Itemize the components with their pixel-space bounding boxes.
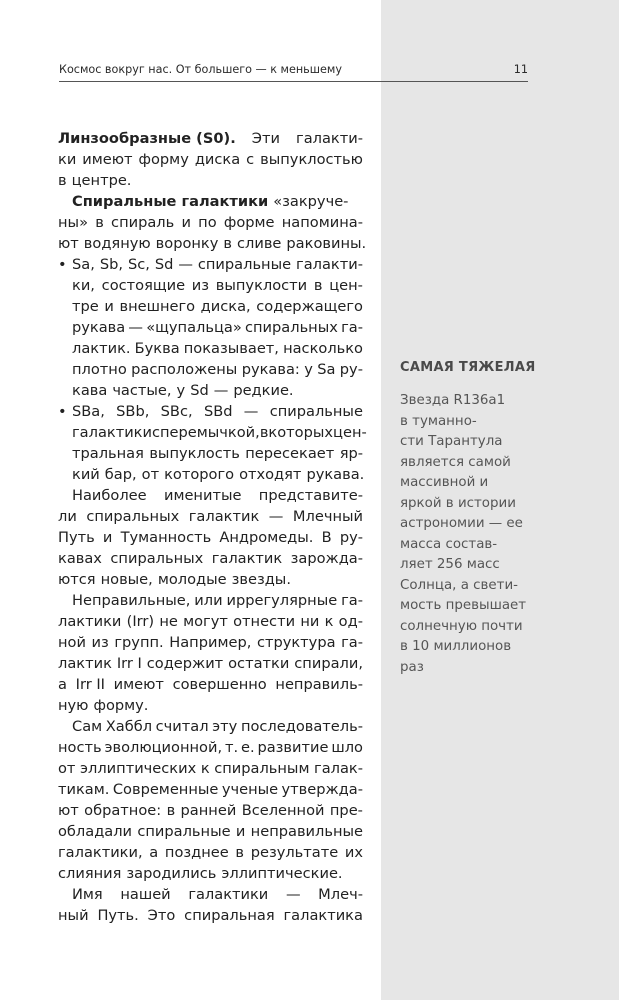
- sidebar-line: сти Тарантула: [400, 434, 503, 449]
- word: их: [344, 844, 363, 861]
- word: эту: [212, 718, 238, 735]
- word: структура: [256, 634, 336, 651]
- sidebar-heading: САМАЯ ТЯЖЕЛАЯ: [400, 360, 536, 375]
- text-line: [58, 170, 363, 191]
- word: ной: [58, 634, 86, 651]
- word: спиральная: [184, 907, 275, 924]
- word: е.: [240, 739, 255, 756]
- sidebar-line: ляет 256 масс: [400, 557, 500, 572]
- word: раковины.: [286, 235, 367, 252]
- word: содержащего: [256, 298, 363, 315]
- word: и: [104, 298, 114, 315]
- word: и: [181, 214, 191, 231]
- word: зародились: [126, 865, 217, 882]
- text-line: [58, 611, 363, 632]
- word: в: [166, 802, 176, 819]
- sidebar-line: мость превышает: [400, 598, 527, 613]
- word: спиральных: [110, 550, 204, 567]
- word: отходят: [239, 466, 302, 483]
- word: кава: [72, 382, 108, 399]
- word: с: [151, 424, 161, 441]
- word: неправильные: [250, 823, 363, 840]
- word: Sd: [154, 256, 174, 273]
- word: водяную: [83, 235, 151, 252]
- sidebar-line: является самой: [400, 454, 511, 470]
- running-head-title: Космос вокруг нас. От большего — к меньшему: [59, 63, 342, 76]
- text-line: [58, 884, 363, 905]
- word: кавах: [58, 550, 102, 567]
- word: Млечный: [292, 508, 363, 525]
- word: галактика: [283, 907, 363, 924]
- word: звезды.: [231, 571, 291, 588]
- text-line: [58, 632, 363, 653]
- word: содержит: [146, 655, 224, 672]
- word: —: [213, 382, 229, 399]
- word: обладали: [58, 823, 133, 840]
- word: (Irr): [126, 613, 155, 630]
- word: рукава.: [306, 466, 365, 483]
- word: и: [235, 823, 246, 840]
- word: от: [141, 466, 160, 483]
- word: ны»: [58, 214, 88, 231]
- word: или: [194, 592, 223, 609]
- word: галактик: [211, 550, 283, 567]
- word: спиральных: [244, 319, 338, 336]
- text-line: [58, 695, 363, 716]
- word: —: [178, 256, 193, 273]
- word: ный: [58, 907, 89, 924]
- word: шло: [331, 739, 363, 756]
- word: имеют: [82, 151, 133, 168]
- word: спиральным: [214, 760, 310, 777]
- word: В: [321, 529, 332, 546]
- word: —: [268, 508, 284, 525]
- word: иррегулярные: [226, 592, 338, 609]
- word: частые,: [112, 382, 172, 399]
- word: эволюционной,: [104, 739, 223, 756]
- text-line: [58, 443, 363, 464]
- word: к: [200, 760, 210, 777]
- word: отнести: [233, 613, 296, 630]
- text-line: [58, 422, 367, 443]
- word: ются: [58, 571, 96, 588]
- word: SBc,: [160, 403, 193, 420]
- word: выпуклостью: [260, 151, 363, 168]
- word: совершенно: [172, 676, 267, 693]
- word: Имя: [72, 886, 103, 903]
- word: лактик: [58, 655, 112, 672]
- bold-term: Линзообразные (S0).: [58, 130, 236, 147]
- word: Сам: [72, 718, 103, 735]
- word: развитие: [257, 739, 329, 756]
- word: цен-: [333, 424, 367, 441]
- text-line: [58, 821, 363, 842]
- word: Наиболее: [72, 487, 147, 504]
- word: тральная: [72, 445, 144, 462]
- text-line: [58, 506, 363, 527]
- sidebar-line: масса состав-: [400, 536, 498, 552]
- word: рукава:: [241, 361, 300, 378]
- text-line: [58, 359, 363, 380]
- word: от: [58, 760, 76, 777]
- text-line: [58, 905, 363, 926]
- word: центре.: [71, 172, 132, 189]
- word: —: [285, 886, 301, 903]
- word: спиральных: [86, 508, 180, 525]
- word: эллиптических: [80, 760, 197, 777]
- word: SBa,: [72, 403, 105, 420]
- word: выпуклости: [215, 277, 308, 294]
- word: позднее: [164, 844, 229, 861]
- word: из: [191, 277, 210, 294]
- word: в: [223, 235, 232, 252]
- running-head: [59, 63, 528, 82]
- word: Irr I: [116, 655, 142, 672]
- word: яр-: [339, 445, 363, 462]
- bullet-marker: •: [58, 403, 67, 420]
- word: считал: [155, 718, 209, 735]
- word: ранней: [180, 802, 237, 819]
- word: в: [313, 277, 323, 294]
- word: спираль: [111, 214, 175, 231]
- text-line: [58, 464, 363, 485]
- word: SBb,: [116, 403, 150, 420]
- word: расположены: [131, 361, 238, 378]
- word: галактики: [188, 886, 269, 903]
- word: форме: [223, 214, 275, 231]
- word: новые,: [100, 571, 153, 588]
- word: перемычкой,: [160, 424, 260, 441]
- word: SBd: [203, 403, 233, 420]
- word: обратное:: [84, 802, 162, 819]
- text-line: [58, 212, 363, 233]
- main-text-column: [58, 128, 367, 926]
- word: Неправильные,: [72, 592, 191, 609]
- word: эллиптические.: [221, 865, 343, 882]
- text-line: [58, 569, 363, 590]
- word: галак-: [314, 760, 363, 777]
- word: не: [159, 613, 178, 630]
- text-line: [58, 737, 363, 758]
- sidebar-note: [400, 360, 600, 678]
- word: ру-: [339, 361, 363, 378]
- word: ни: [300, 613, 320, 630]
- word: слияния: [58, 865, 122, 882]
- word: бар,: [104, 466, 137, 483]
- word: Sa: [317, 361, 336, 378]
- text-line: [58, 233, 367, 254]
- word: ность: [58, 739, 102, 756]
- word: и: [102, 529, 113, 546]
- text-line: [58, 548, 363, 569]
- word: пре-: [329, 802, 363, 819]
- word: Вселенной: [241, 802, 325, 819]
- word: —: [128, 319, 144, 336]
- text-line: [58, 758, 363, 779]
- text-line: [58, 527, 363, 548]
- word: тре: [72, 298, 99, 315]
- word: Буква: [134, 340, 180, 357]
- word: в: [235, 844, 245, 861]
- word: представите-: [258, 487, 363, 504]
- word: галакти-: [296, 130, 363, 147]
- word: ли: [58, 508, 77, 525]
- word: из: [91, 634, 109, 651]
- word: Sc,: [127, 256, 150, 273]
- word: могут: [183, 613, 228, 630]
- text-line: [58, 149, 363, 170]
- word: ру-: [339, 529, 363, 546]
- word: зарожда-: [290, 550, 363, 567]
- word: —: [243, 403, 259, 420]
- sidebar-line: Солнца, а свети-: [400, 577, 518, 593]
- word: Например,: [169, 634, 252, 651]
- word: Sd: [190, 382, 209, 399]
- sidebar-line: Звезда R136a1: [400, 393, 506, 408]
- word: га-: [341, 592, 363, 609]
- word: спиральные: [269, 403, 363, 420]
- word: напомина-: [281, 214, 363, 231]
- word: внешнего: [119, 298, 196, 315]
- text-line: [58, 401, 363, 422]
- sidebar-body: [400, 391, 600, 678]
- page-number: 11: [513, 63, 528, 76]
- word: Путь: [58, 529, 95, 546]
- word: последователь-: [240, 718, 363, 735]
- word: галакти-: [296, 256, 363, 273]
- word: спирали,: [294, 655, 363, 672]
- word: групп.: [114, 634, 164, 651]
- text-line: [58, 317, 363, 338]
- word: именитые: [163, 487, 242, 504]
- word: лактик.: [72, 340, 131, 357]
- word: насколько: [283, 340, 363, 357]
- word: пересекает: [245, 445, 335, 462]
- text-line: [58, 863, 363, 884]
- word: «закруче-: [273, 193, 349, 210]
- text-line: [58, 296, 363, 317]
- word: Современные: [112, 781, 219, 798]
- word: плотно: [72, 361, 127, 378]
- word: Это: [147, 907, 176, 924]
- word: рукава: [72, 319, 126, 336]
- text-line: [58, 800, 363, 821]
- word: в: [58, 172, 67, 189]
- word: остатки: [228, 655, 290, 672]
- word: диска: [194, 151, 241, 168]
- bold-term: Спиральные галактики: [72, 193, 269, 210]
- word: Хаббл: [105, 718, 153, 735]
- word: спиральные: [137, 823, 231, 840]
- word: галактики,: [58, 844, 143, 861]
- word: галактики: [72, 424, 152, 441]
- word: га-: [341, 634, 363, 651]
- text-line: [58, 653, 363, 674]
- word: редкие.: [233, 382, 294, 399]
- sidebar-line: раз: [400, 659, 424, 675]
- word: форму.: [93, 697, 149, 714]
- word: ную: [58, 697, 89, 714]
- word: имеют: [113, 676, 164, 693]
- word: сливе: [237, 235, 282, 252]
- word: Путь.: [97, 907, 139, 924]
- word: результате: [250, 844, 339, 861]
- text-line: [58, 485, 363, 506]
- text-line: [58, 338, 363, 359]
- word: спиральные: [197, 256, 292, 273]
- sidebar-line: астрономии — ее: [400, 516, 523, 531]
- sidebar-line: массивной и: [400, 475, 489, 490]
- word: цен-: [329, 277, 363, 294]
- word: кий: [72, 466, 100, 483]
- word: утвержда-: [281, 781, 363, 798]
- word: к: [324, 613, 334, 630]
- text-line: [58, 716, 363, 737]
- word: показывает,: [183, 340, 279, 357]
- text-line: [58, 380, 363, 401]
- word: выпуклость: [149, 445, 240, 462]
- word: Sa,: [72, 256, 95, 273]
- word: в: [259, 424, 269, 441]
- word: а: [149, 844, 159, 861]
- word: состоящие: [101, 277, 186, 294]
- word: ки,: [72, 277, 95, 294]
- word: ученые: [221, 781, 279, 798]
- text-line: [58, 590, 363, 611]
- word: т.: [224, 739, 239, 756]
- word: диска,: [200, 298, 251, 315]
- word: ют: [58, 802, 79, 819]
- word: которых: [268, 424, 334, 441]
- word: с: [246, 151, 255, 168]
- word: га-: [341, 319, 363, 336]
- word: Irr II: [75, 676, 105, 693]
- word: а: [58, 676, 67, 693]
- text-line: [58, 842, 363, 863]
- word: од-: [338, 613, 363, 630]
- word: «щупальца»: [146, 319, 242, 336]
- word: Эти: [251, 130, 280, 147]
- word: ют: [58, 235, 79, 252]
- word: Sb,: [99, 256, 123, 273]
- text-line: [58, 128, 363, 149]
- word: нашей: [120, 886, 171, 903]
- word: у: [176, 382, 186, 399]
- word: воронку: [155, 235, 219, 252]
- word: лактики: [58, 613, 122, 630]
- word: молодые: [157, 571, 227, 588]
- sidebar-line: в туманно-: [400, 413, 477, 429]
- sidebar-line: в 10 миллионов: [400, 639, 512, 654]
- word: форму: [138, 151, 189, 168]
- text-line: [58, 779, 363, 800]
- word: ки: [58, 151, 77, 168]
- word: которого: [164, 466, 235, 483]
- word: по: [198, 214, 217, 231]
- sidebar-line: солнечную почти: [400, 618, 523, 634]
- word: Млеч-: [318, 886, 363, 903]
- word: неправиль-: [275, 676, 363, 693]
- sidebar-line: яркой в истории: [400, 495, 516, 511]
- text-line: [58, 674, 363, 695]
- word: галактик: [188, 508, 260, 525]
- bullet-marker: •: [58, 256, 67, 273]
- text-line: [58, 191, 363, 212]
- word: Туманность: [120, 529, 212, 546]
- text-line: [58, 254, 363, 275]
- word: в: [95, 214, 104, 231]
- word: Андромеды.: [219, 529, 314, 546]
- word: тикам.: [58, 781, 110, 798]
- word: у: [304, 361, 313, 378]
- text-line: [58, 275, 363, 296]
